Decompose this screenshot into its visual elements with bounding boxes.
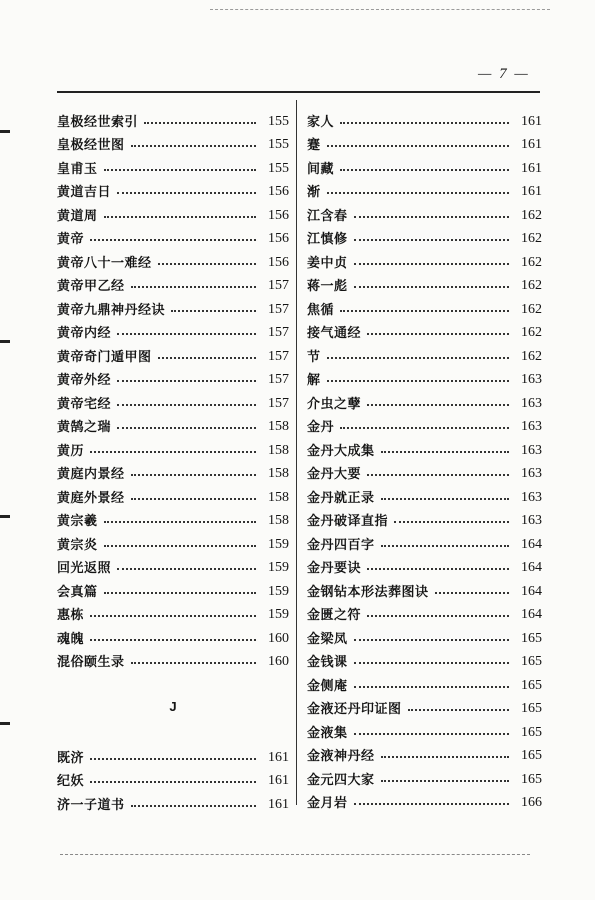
page-number: — 7 —	[478, 66, 530, 82]
entry-page-number: 165	[521, 677, 542, 693]
index-entry	[307, 200, 542, 224]
entry-term: 黄道周	[57, 208, 98, 224]
entry-page-number: 159	[268, 536, 289, 552]
entry-page-number: 161	[521, 137, 542, 152]
entry-page-number: 158	[268, 442, 289, 458]
entry-page-number: 160	[268, 654, 289, 669]
dot-leader	[340, 169, 509, 171]
dot-leader	[104, 592, 256, 594]
entry-page-number: 155	[268, 113, 289, 129]
entry-term: 混俗颐生录	[57, 655, 125, 670]
index-entry	[57, 459, 289, 483]
dot-leader	[117, 333, 256, 335]
entry-page-number: 164	[521, 607, 542, 622]
entry-page-number: 165	[521, 701, 542, 716]
dot-leader	[90, 781, 256, 783]
entry-page-number: 163	[521, 395, 542, 411]
entry-page-number: 156	[268, 207, 289, 223]
entry-term: 黄帝	[57, 232, 85, 247]
dot-leader	[171, 310, 256, 312]
entry-term: 金元四大家	[307, 772, 375, 788]
dot-leader	[327, 145, 509, 147]
entry-term: 既济	[57, 750, 85, 766]
index-entry	[307, 435, 542, 459]
index-entry	[57, 529, 289, 553]
dot-leader	[354, 686, 509, 688]
dot-leader	[354, 286, 509, 288]
index-entry	[57, 766, 289, 790]
dot-leader	[327, 192, 509, 194]
entry-term: 渐	[307, 185, 321, 200]
entry-term: 金月岩	[307, 796, 348, 811]
index-entry	[57, 106, 289, 130]
dot-leader	[117, 192, 256, 194]
entry-term: 江含春	[307, 208, 348, 224]
entry-term: 黄庭外景经	[57, 490, 125, 506]
margin-mark	[0, 130, 10, 133]
entry-page-number: 163	[521, 372, 542, 387]
dot-leader	[367, 404, 509, 406]
entry-term: 黄帝内经	[57, 326, 112, 341]
entry-page-number: 165	[521, 771, 542, 787]
dot-leader	[131, 805, 256, 807]
entry-term: 黄帝奇门遁甲图	[57, 349, 152, 365]
entry-page-number: 162	[521, 231, 542, 246]
dot-leader	[117, 404, 256, 406]
index-entry	[307, 271, 542, 295]
entry-page-number: 165	[521, 654, 542, 669]
entry-page-number: 162	[521, 207, 542, 223]
entry-term: 黄帝外经	[57, 373, 112, 388]
entry-page-number: 158	[268, 466, 289, 481]
index-entry	[307, 388, 542, 412]
entry-term: 家人	[307, 114, 335, 130]
index-entry	[57, 647, 289, 671]
index-entry	[307, 506, 542, 530]
dot-leader	[354, 639, 509, 641]
entry-term: 金钢钻本形法葬图诀	[307, 584, 429, 600]
dot-leader	[327, 380, 509, 382]
index-entry	[307, 788, 542, 812]
index-entry	[57, 388, 289, 412]
entry-term: 纪妖	[57, 774, 85, 789]
top-scan-line	[210, 9, 550, 10]
entry-term: 金钱课	[307, 655, 348, 670]
entry-page-number: 159	[268, 583, 289, 599]
entry-term: 黄帝九鼎神丹经诀	[57, 302, 166, 318]
entry-page-number: 163	[521, 466, 542, 481]
entry-page-number: 157	[268, 395, 289, 411]
entry-term: 黄历	[57, 443, 85, 459]
index-entry	[307, 576, 542, 600]
index-entry	[57, 200, 289, 224]
entry-term: 会真篇	[57, 584, 98, 600]
entry-term: 金丹就正录	[307, 490, 375, 506]
entry-term: 金液还丹印证图	[307, 702, 402, 717]
dot-leader	[367, 615, 509, 617]
index-entry	[57, 482, 289, 506]
entry-page-number: 160	[268, 630, 289, 646]
dot-leader	[381, 545, 509, 547]
entry-page-number: 161	[521, 184, 542, 199]
entry-page-number: 156	[268, 184, 289, 199]
dot-leader	[367, 333, 509, 335]
left-entry-list	[57, 106, 289, 670]
dot-leader	[381, 780, 509, 782]
index-entry	[307, 482, 542, 506]
entry-term: 黄帝甲乙经	[57, 279, 125, 294]
entry-page-number: 166	[521, 795, 542, 810]
index-entry	[307, 694, 542, 718]
index-entry	[307, 177, 542, 201]
index-entry	[57, 365, 289, 389]
entry-term: 黄宗炎	[57, 537, 98, 553]
entry-term: 金侧庵	[307, 678, 348, 694]
dot-leader	[158, 263, 256, 265]
dot-leader	[354, 733, 509, 735]
dot-leader	[131, 145, 256, 147]
entry-term: 金梁凤	[307, 631, 348, 647]
dot-leader	[90, 639, 256, 641]
entry-page-number: 159	[268, 607, 289, 622]
index-entry	[307, 341, 542, 365]
index-entry	[307, 224, 542, 248]
entry-page-number: 165	[521, 748, 542, 763]
entry-page-number: 157	[268, 278, 289, 293]
index-entry	[57, 412, 289, 436]
dot-leader	[381, 498, 509, 500]
index-entry	[307, 106, 542, 130]
entry-term: 接气通经	[307, 326, 362, 341]
entry-page-number: 161	[521, 160, 542, 176]
entry-term: 介虫之孽	[307, 396, 362, 412]
entry-page-number: 163	[521, 442, 542, 458]
index-entry	[307, 153, 542, 177]
index-entry	[57, 623, 289, 647]
entry-page-number: 162	[521, 325, 542, 340]
entry-term: 焦循	[307, 302, 335, 318]
index-entry	[57, 318, 289, 342]
right-index-column	[307, 106, 542, 811]
entry-term: 黄庭内景经	[57, 467, 125, 482]
entry-page-number: 156	[268, 231, 289, 246]
margin-mark	[0, 515, 10, 518]
index-entry	[57, 247, 289, 271]
index-entry	[307, 670, 542, 694]
dot-leader	[104, 521, 256, 523]
entry-page-number: 161	[521, 113, 542, 129]
dot-leader	[90, 758, 256, 760]
entry-page-number: 157	[268, 372, 289, 387]
entry-page-number: 164	[521, 583, 542, 599]
entry-term: 金液神丹经	[307, 749, 375, 764]
entry-term: 魂魄	[57, 631, 85, 647]
header-rule	[57, 91, 540, 93]
entry-term: 皇极经世索引	[57, 114, 139, 130]
index-entry	[307, 623, 542, 647]
dot-leader	[327, 357, 509, 359]
index-entry	[307, 529, 542, 553]
dot-leader	[144, 122, 256, 124]
dot-leader	[354, 239, 509, 241]
dot-leader	[131, 498, 256, 500]
entry-page-number: 157	[268, 348, 289, 364]
section-letter-heading: J	[169, 698, 177, 714]
left-index-column	[57, 106, 289, 813]
dot-leader	[90, 451, 256, 453]
dot-leader	[90, 615, 256, 617]
entry-page-number: 158	[268, 513, 289, 528]
entry-page-number: 161	[268, 749, 289, 765]
entry-term: 节	[307, 349, 321, 365]
index-entry	[307, 365, 542, 389]
index-entry	[57, 553, 289, 577]
entry-term: 金液集	[307, 725, 348, 741]
entry-term: 皇极经世图	[57, 138, 125, 153]
entry-term: 蒋一彪	[307, 279, 348, 294]
entry-page-number: 155	[268, 160, 289, 176]
dot-leader	[158, 357, 256, 359]
index-entry	[57, 576, 289, 600]
entry-page-number: 157	[268, 325, 289, 340]
entry-term: 金丹破译直指	[307, 514, 389, 529]
entry-page-number: 161	[268, 796, 289, 812]
dot-leader	[367, 474, 509, 476]
index-entry	[307, 600, 542, 624]
index-entry	[57, 742, 289, 766]
index-entry	[57, 294, 289, 318]
index-entry	[307, 130, 542, 154]
entry-term: 江慎修	[307, 232, 348, 247]
dot-leader	[131, 474, 256, 476]
dot-leader	[354, 803, 509, 805]
entry-term: 黄鹄之瑞	[57, 420, 112, 435]
dot-leader	[381, 451, 509, 453]
entry-page-number: 164	[521, 536, 542, 552]
entry-page-number: 165	[521, 630, 542, 646]
dot-leader	[435, 592, 509, 594]
dot-leader	[117, 380, 256, 382]
dot-leader	[367, 568, 509, 570]
entry-page-number: 162	[521, 348, 542, 364]
entry-page-number: 158	[268, 419, 289, 434]
dot-leader	[381, 756, 509, 758]
index-entry	[307, 318, 542, 342]
index-entry	[57, 789, 289, 813]
entry-term: 金丹四百字	[307, 537, 375, 553]
dot-leader	[408, 709, 509, 711]
index-entry	[307, 553, 542, 577]
index-entry	[307, 647, 542, 671]
entry-term: 黄道吉日	[57, 185, 112, 200]
entry-page-number: 162	[521, 301, 542, 317]
entry-term: 金丹大要	[307, 467, 362, 482]
dot-leader	[117, 427, 256, 429]
entry-term: 回光返照	[57, 561, 112, 576]
dot-leader	[354, 662, 509, 664]
entry-page-number: 156	[268, 254, 289, 270]
entry-term: 惠栋	[57, 608, 85, 623]
entry-term: 解	[307, 373, 321, 388]
index-entry	[57, 600, 289, 624]
index-entry	[57, 130, 289, 154]
entry-term: 金丹大成集	[307, 443, 375, 459]
index-entry	[57, 153, 289, 177]
index-entry	[57, 506, 289, 530]
entry-page-number: 163	[521, 513, 542, 528]
index-entry	[57, 435, 289, 459]
index-entry	[307, 412, 542, 436]
index-entry	[57, 177, 289, 201]
dot-leader	[131, 662, 256, 664]
entry-page-number: 158	[268, 489, 289, 505]
entry-page-number: 162	[521, 254, 542, 270]
entry-term: 姜中贞	[307, 255, 348, 271]
right-entry-list	[307, 106, 542, 811]
entry-page-number: 162	[521, 278, 542, 293]
entry-term: 黄宗羲	[57, 514, 98, 529]
dot-leader	[340, 310, 509, 312]
dot-leader	[131, 286, 256, 288]
entry-page-number: 155	[268, 137, 289, 152]
entry-term: 皇甫玉	[57, 161, 98, 177]
dot-leader	[340, 427, 509, 429]
entry-term: 金匮之符	[307, 608, 362, 623]
entry-term: 黄帝宅经	[57, 396, 112, 412]
left-entry-list-j	[57, 742, 289, 813]
entry-term: 金丹要诀	[307, 561, 362, 576]
index-entry	[307, 741, 542, 765]
index-entry	[307, 459, 542, 483]
entry-page-number: 163	[521, 419, 542, 434]
entry-page-number: 161	[268, 773, 289, 788]
dot-leader	[90, 239, 256, 241]
entry-term: 蹇	[307, 138, 321, 153]
dot-leader	[394, 521, 509, 523]
entry-page-number: 157	[268, 301, 289, 317]
entry-page-number: 165	[521, 724, 542, 740]
entry-page-number: 164	[521, 560, 542, 575]
index-entry	[307, 294, 542, 318]
entry-term: 金丹	[307, 420, 335, 435]
index-entry	[57, 341, 289, 365]
dot-leader	[104, 216, 256, 218]
margin-mark	[0, 340, 10, 343]
dot-leader	[354, 263, 509, 265]
dot-leader	[104, 169, 256, 171]
index-entry	[57, 271, 289, 295]
entry-page-number: 159	[268, 560, 289, 575]
dot-leader	[104, 545, 256, 547]
entry-term: 黄帝八十一难经	[57, 255, 152, 271]
column-divider	[296, 100, 297, 805]
index-entry	[57, 224, 289, 248]
dot-leader	[340, 122, 509, 124]
index-entry	[307, 717, 542, 741]
entry-term: 济一子道书	[57, 797, 125, 813]
index-entry	[307, 247, 542, 271]
entry-page-number: 163	[521, 489, 542, 505]
entry-term: 间藏	[307, 161, 335, 177]
dot-leader	[117, 568, 256, 570]
dot-leader	[354, 216, 509, 218]
index-entry	[307, 764, 542, 788]
margin-mark	[0, 722, 10, 725]
bottom-scan-line	[60, 854, 530, 855]
